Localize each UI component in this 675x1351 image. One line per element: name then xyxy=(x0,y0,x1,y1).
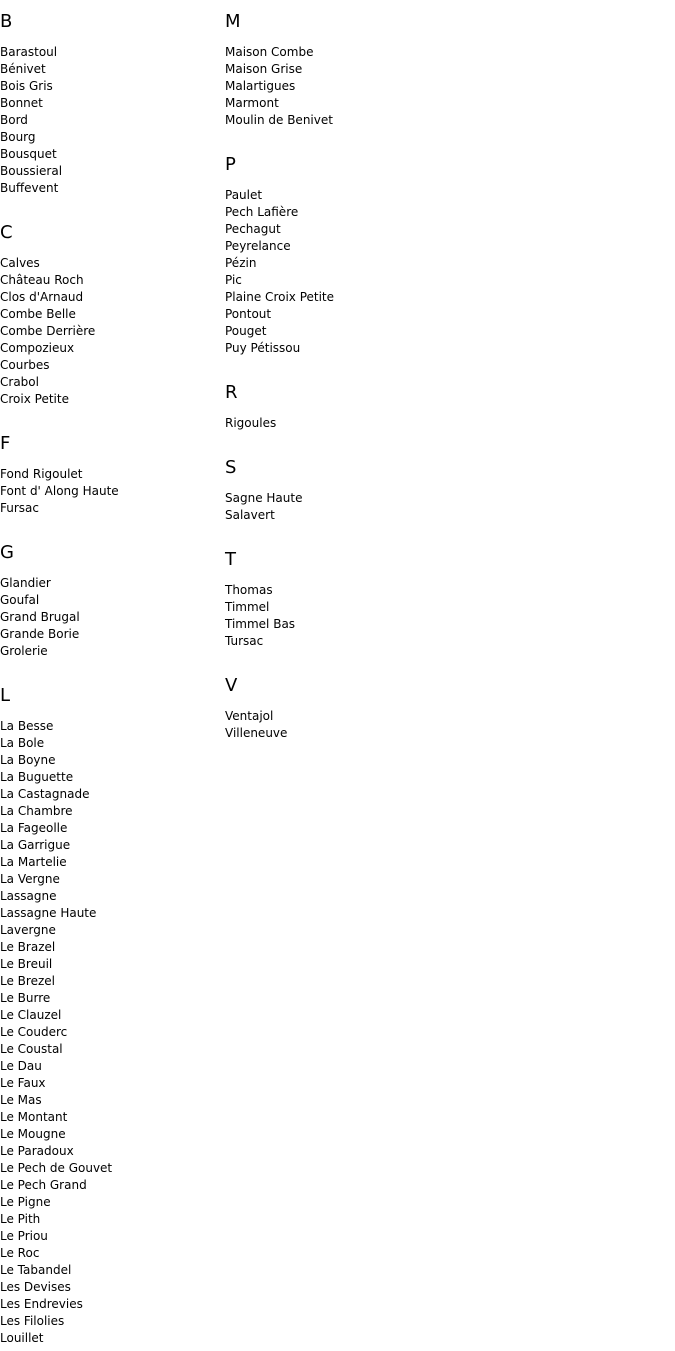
list-item xyxy=(0,163,225,180)
list-item xyxy=(0,466,225,483)
place-link[interactable]: Timmel xyxy=(225,600,270,614)
list-item xyxy=(0,973,225,990)
place-link[interactable]: Barastoul xyxy=(0,45,58,59)
place-list xyxy=(225,490,675,524)
list-item xyxy=(225,187,675,204)
list-item xyxy=(0,1313,225,1330)
group-spacer xyxy=(0,408,225,422)
place-link[interactable]: Pic xyxy=(225,273,242,287)
place-link[interactable]: Le Tabandel xyxy=(0,1263,72,1277)
place-list xyxy=(0,718,225,1347)
list-item xyxy=(0,956,225,973)
place-link[interactable]: Grolerie xyxy=(0,644,48,658)
list-item xyxy=(0,1075,225,1092)
place-list xyxy=(225,582,675,650)
list-item xyxy=(0,1143,225,1160)
place-link[interactable]: Tursac xyxy=(225,634,264,648)
place-link[interactable]: Boussieral xyxy=(0,164,63,178)
letter-heading: L xyxy=(0,685,11,706)
list-item xyxy=(0,820,225,837)
list-item xyxy=(225,725,675,742)
list-item xyxy=(0,340,225,357)
place-link[interactable]: Château Roch xyxy=(0,273,84,287)
list-item xyxy=(0,1109,225,1126)
place-link[interactable]: Font d' Along Haute xyxy=(0,484,119,498)
place-link[interactable]: Louillet xyxy=(0,1331,44,1345)
place-link[interactable]: Combe Belle xyxy=(0,307,76,321)
letter-heading: M xyxy=(225,11,241,32)
place-link[interactable]: Fursac xyxy=(0,501,39,515)
place-list xyxy=(0,255,225,408)
place-link[interactable]: Pouget xyxy=(225,324,267,338)
list-item xyxy=(0,1330,225,1347)
list-item xyxy=(0,803,225,820)
place-link[interactable]: La Martelie xyxy=(0,855,67,869)
letter-heading: T xyxy=(225,549,236,570)
list-item xyxy=(0,1160,225,1177)
group-spacer xyxy=(225,432,675,446)
place-link[interactable]: Le Faux xyxy=(0,1076,46,1090)
letter-group-r xyxy=(225,357,675,432)
place-link[interactable]: Villeneuve xyxy=(225,726,288,740)
list-item xyxy=(225,289,675,306)
place-link[interactable]: Le Couderc xyxy=(0,1025,68,1039)
letter-group-m xyxy=(225,11,675,129)
place-link[interactable]: Glandier xyxy=(0,576,51,590)
place-link[interactable]: La Boyne xyxy=(0,753,56,767)
list-item xyxy=(0,769,225,786)
list-item xyxy=(225,490,675,507)
letter-group-s xyxy=(225,432,675,524)
list-item xyxy=(0,990,225,1007)
place-link[interactable]: La Buguette xyxy=(0,770,74,784)
group-spacer xyxy=(225,357,675,371)
group-spacer xyxy=(0,660,225,674)
list-item xyxy=(0,1092,225,1109)
place-link[interactable]: Timmel Bas xyxy=(225,617,296,631)
place-link[interactable]: Thomas xyxy=(225,583,273,597)
place-link[interactable]: La Besse xyxy=(0,719,54,733)
letter-heading: P xyxy=(225,154,236,175)
place-link[interactable]: Le Pith xyxy=(0,1212,41,1226)
place-link[interactable]: Bord xyxy=(0,113,28,127)
list-item xyxy=(0,1279,225,1296)
list-item xyxy=(0,888,225,905)
place-link[interactable]: Pech Lafière xyxy=(225,205,299,219)
place-list xyxy=(225,415,675,432)
list-item xyxy=(0,609,225,626)
place-link[interactable]: Le Clauzel xyxy=(0,1008,62,1022)
group-spacer xyxy=(225,524,675,538)
group-spacer xyxy=(225,650,675,664)
letter-heading: G xyxy=(0,542,14,563)
place-link[interactable]: Lassagne xyxy=(0,889,57,903)
group-spacer xyxy=(0,517,225,531)
list-item xyxy=(0,1194,225,1211)
list-item xyxy=(225,95,675,112)
place-link[interactable]: Grande Borie xyxy=(0,627,80,641)
list-item xyxy=(0,129,225,146)
list-item xyxy=(0,500,225,517)
list-item xyxy=(225,616,675,633)
letter-heading: F xyxy=(0,433,11,454)
list-item xyxy=(225,708,675,725)
place-link[interactable]: Le Breuil xyxy=(0,957,53,971)
letter-group-c xyxy=(0,197,225,408)
list-item xyxy=(0,1211,225,1228)
place-link[interactable]: Ventajol xyxy=(225,709,274,723)
list-item xyxy=(0,1228,225,1245)
group-spacer xyxy=(0,197,225,211)
list-item xyxy=(225,44,675,61)
place-link[interactable]: Lavergne xyxy=(0,923,56,937)
place-link[interactable]: La Bole xyxy=(0,736,45,750)
place-list xyxy=(225,708,675,742)
list-item xyxy=(0,306,225,323)
list-item xyxy=(0,146,225,163)
place-link[interactable]: Salavert xyxy=(225,508,275,522)
list-item xyxy=(0,61,225,78)
letter-heading: V xyxy=(225,675,238,696)
letter-group-f xyxy=(0,408,225,517)
list-item xyxy=(0,752,225,769)
letter-heading: R xyxy=(225,382,238,403)
list-item xyxy=(0,871,225,888)
list-item xyxy=(225,61,675,78)
place-link[interactable]: Le Pigne xyxy=(0,1195,51,1209)
place-link[interactable]: Moulin de Benivet xyxy=(225,113,333,127)
list-item xyxy=(0,1296,225,1313)
list-item xyxy=(0,643,225,660)
place-link[interactable]: Le Mougne xyxy=(0,1127,66,1141)
list-item xyxy=(0,592,225,609)
list-item xyxy=(0,289,225,306)
list-item xyxy=(0,1024,225,1041)
place-link[interactable]: Bourg xyxy=(0,130,36,144)
list-item xyxy=(0,837,225,854)
place-link[interactable]: Peyrelance xyxy=(225,239,291,253)
list-item xyxy=(225,633,675,650)
list-item xyxy=(0,112,225,129)
list-item xyxy=(225,340,675,357)
place-link[interactable]: Le Roc xyxy=(0,1246,40,1260)
list-item xyxy=(0,255,225,272)
place-link[interactable]: Paulet xyxy=(225,188,263,202)
place-link[interactable]: Croix Petite xyxy=(0,392,69,406)
place-list xyxy=(225,187,675,357)
list-item xyxy=(225,507,675,524)
letter-group-l xyxy=(0,660,225,1347)
letter-heading: S xyxy=(225,457,237,478)
place-list xyxy=(0,575,225,660)
place-link[interactable]: Les Filolies xyxy=(0,1314,65,1328)
place-link[interactable]: Le Brazel xyxy=(0,940,56,954)
left-column xyxy=(0,0,225,1347)
place-link[interactable]: Calves xyxy=(0,256,40,270)
place-link[interactable]: Le Montant xyxy=(0,1110,68,1124)
place-link[interactable]: Le Paradoux xyxy=(0,1144,74,1158)
list-item xyxy=(0,1007,225,1024)
list-item xyxy=(0,718,225,735)
place-link[interactable]: Le Dau xyxy=(0,1059,42,1073)
place-link[interactable]: Marmont xyxy=(225,96,279,110)
place-link[interactable]: Le Mas xyxy=(0,1093,42,1107)
place-link[interactable]: Courbes xyxy=(0,358,50,372)
letter-group-t xyxy=(225,524,675,650)
place-link[interactable]: Goufal xyxy=(0,593,40,607)
place-link[interactable]: Compozieux xyxy=(0,341,75,355)
letter-group-v xyxy=(225,650,675,742)
place-link[interactable]: Bois Gris xyxy=(0,79,53,93)
place-link[interactable]: Crabol xyxy=(0,375,39,389)
place-link[interactable]: Bénivet xyxy=(0,62,46,76)
list-item xyxy=(0,939,225,956)
place-link[interactable]: Les Devises xyxy=(0,1280,71,1294)
list-item xyxy=(0,357,225,374)
letter-heading: B xyxy=(0,11,13,32)
list-item xyxy=(225,599,675,616)
place-link[interactable]: Bonnet xyxy=(0,96,43,110)
place-link[interactable]: Le Priou xyxy=(0,1229,48,1243)
list-item xyxy=(225,306,675,323)
place-link[interactable]: Rigoules xyxy=(225,416,277,430)
letter-group-p xyxy=(225,129,675,357)
place-link[interactable]: Maison Combe xyxy=(225,45,314,59)
place-link[interactable]: Fond Rigoulet xyxy=(0,467,83,481)
place-link[interactable]: La Fageolle xyxy=(0,821,68,835)
list-item xyxy=(0,1177,225,1194)
place-link[interactable]: Lassagne Haute xyxy=(0,906,97,920)
place-link[interactable]: Le Burre xyxy=(0,991,51,1005)
group-spacer xyxy=(225,129,675,143)
list-item xyxy=(0,1041,225,1058)
list-item xyxy=(0,95,225,112)
place-link[interactable]: Grand Brugal xyxy=(0,610,80,624)
place-link[interactable]: La Chambre xyxy=(0,804,73,818)
letter-heading: C xyxy=(0,222,13,243)
right-column xyxy=(225,0,675,742)
list-item xyxy=(0,1245,225,1262)
list-item xyxy=(0,786,225,803)
place-link[interactable]: Le Pech Grand xyxy=(0,1178,87,1192)
list-item xyxy=(0,323,225,340)
place-link[interactable]: Sagne Haute xyxy=(225,491,303,505)
place-link[interactable]: La Vergne xyxy=(0,872,60,886)
place-list xyxy=(0,44,225,197)
list-item xyxy=(225,78,675,95)
list-item xyxy=(0,1126,225,1143)
place-link[interactable]: Maison Grise xyxy=(225,62,303,76)
place-list xyxy=(0,466,225,517)
list-item xyxy=(225,238,675,255)
place-link[interactable]: La Castagnade xyxy=(0,787,90,801)
place-link[interactable]: La Garrigue xyxy=(0,838,71,852)
list-item xyxy=(0,626,225,643)
place-link[interactable]: Combe Derrière xyxy=(0,324,96,338)
list-item xyxy=(0,575,225,592)
list-item xyxy=(225,204,675,221)
place-link[interactable]: Puy Pétissou xyxy=(225,341,301,355)
letter-group-g xyxy=(0,517,225,660)
place-link[interactable]: Pézin xyxy=(225,256,257,270)
list-item xyxy=(0,1262,225,1279)
place-link[interactable]: Pontout xyxy=(225,307,272,321)
list-item xyxy=(225,582,675,599)
place-link[interactable]: Buffevent xyxy=(0,181,59,195)
place-link[interactable]: Malartigues xyxy=(225,79,296,93)
place-link[interactable]: Clos d'Arnaud xyxy=(0,290,84,304)
list-item xyxy=(0,1058,225,1075)
list-item xyxy=(0,854,225,871)
list-item xyxy=(225,255,675,272)
list-item xyxy=(0,44,225,61)
place-list xyxy=(225,44,675,129)
letter-group-b xyxy=(0,11,225,197)
list-item xyxy=(225,415,675,432)
place-link[interactable]: Pechagut xyxy=(225,222,281,236)
place-link[interactable]: Bousquet xyxy=(0,147,57,161)
list-item xyxy=(0,922,225,939)
list-item xyxy=(0,78,225,95)
list-item xyxy=(0,735,225,752)
list-item xyxy=(0,905,225,922)
place-link[interactable]: Plaine Croix Petite xyxy=(225,290,335,304)
place-link[interactable]: Le Pech de Gouvet xyxy=(0,1161,113,1175)
list-item xyxy=(225,272,675,289)
list-item xyxy=(0,180,225,197)
list-item xyxy=(225,221,675,238)
list-item xyxy=(0,483,225,500)
place-link[interactable]: Le Brezel xyxy=(0,974,55,988)
place-link[interactable]: Le Coustal xyxy=(0,1042,63,1056)
list-item xyxy=(0,391,225,408)
place-link[interactable]: Les Endrevies xyxy=(0,1297,83,1311)
list-item xyxy=(225,112,675,129)
list-item xyxy=(0,272,225,289)
list-item xyxy=(0,374,225,391)
list-item xyxy=(225,323,675,340)
